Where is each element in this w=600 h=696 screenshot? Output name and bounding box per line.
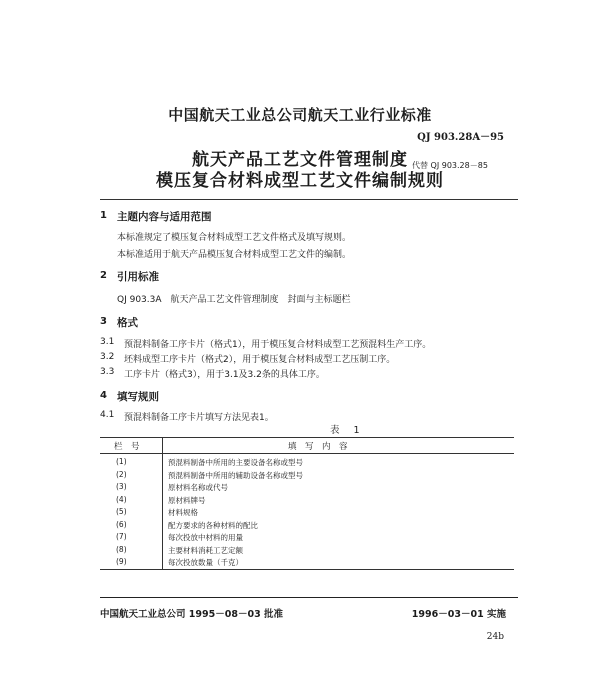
row-code: (2): [116, 469, 127, 479]
standard-series-header: 中国航天工业总公司航天工业行业标准: [168, 106, 432, 124]
row-description: 预混料制备中所用的辅助设备名称或型号: [168, 470, 303, 480]
table-row: [100, 456, 514, 468]
row-code: (4): [116, 494, 127, 504]
section-3-number: 3: [100, 316, 107, 327]
section-1-paragraph-2: 本标准适用于航天产品模压复合材料成型工艺文件的编制。: [117, 250, 352, 260]
row-description: 原材料牌号: [168, 495, 206, 505]
table-header-content: 填 写 内 容: [288, 442, 348, 452]
row-description: 主要材料消耗工艺定额: [168, 545, 243, 555]
row-description: 配方要求的各种材料的配比: [168, 520, 258, 530]
row-description: 材料规格: [168, 508, 198, 517]
page-number: 24b: [486, 632, 504, 642]
standard-number: QJ 903.28A－95: [417, 132, 504, 143]
table-row: [100, 481, 514, 493]
table-row: [100, 469, 514, 481]
header-divider: [100, 199, 518, 200]
table-row: [100, 531, 514, 543]
approval-statement: 中国航天工业总公司 1995－08－03 批准: [100, 609, 283, 620]
section-4-number: 4: [100, 390, 107, 401]
row-description: 每次投放数量（千克）: [168, 558, 243, 567]
implementation-date: 1996－03－01 实施: [411, 609, 506, 620]
table-row: [100, 519, 514, 531]
row-description: 每次投放中材料的用量: [168, 533, 243, 542]
clause-3-1-text: 预混料制备工序卡片（格式1），用于模压复合材料成型工艺预混料生产工序。: [124, 340, 432, 350]
row-code: (5): [116, 507, 127, 516]
table-caption-number: 1: [353, 425, 360, 436]
section-2-title: 引用标准: [117, 271, 159, 283]
section-2-reference: QJ 903.3A 航天产品工艺文件管理制度 封面与主标题栏: [117, 295, 351, 305]
section-3-title: 格式: [117, 317, 138, 329]
row-code: (1): [116, 457, 127, 466]
row-description: 预混料制备中所用的主要设备名称或型号: [168, 458, 303, 467]
section-1-number: 1: [100, 210, 107, 221]
table-1-caption: [330, 422, 360, 436]
table-row: [100, 556, 514, 568]
clause-3-1-number: 3.1: [100, 337, 115, 347]
table-header-column-number: 栏 号: [114, 442, 140, 452]
clause-4-1-number: 4.1: [100, 410, 115, 420]
row-code: (7): [116, 532, 127, 541]
row-code: (8): [116, 544, 127, 554]
row-code: (6): [116, 519, 127, 529]
footer-divider: [100, 597, 518, 598]
section-1-paragraph-1: 本标准规定了模压复合材料成型工艺文件格式及填写规则。: [117, 233, 352, 243]
table-row: [100, 506, 514, 518]
section-1-title: 主题内容与适用范围: [117, 211, 212, 223]
table-row: [100, 544, 514, 556]
clause-3-3-text: 工序卡片（格式3），用于3.1及3.2条的具体工序。: [124, 370, 325, 380]
replaces-standard-note: 代替 QJ 903.28－85: [412, 161, 488, 170]
row-code: (9): [116, 557, 127, 566]
row-code: (3): [116, 482, 127, 491]
clause-3-3-number: 3.3: [100, 367, 115, 377]
document-title-line-2: 模压复合材料成型工艺文件编制规则: [156, 171, 444, 191]
table-row: [100, 494, 514, 506]
fill-rules-table: [100, 437, 514, 570]
table-caption-label: 表: [330, 425, 340, 436]
clause-3-2-text: 坯料成型工序卡片（格式2），用于模压复合材料成型工艺压制工序。: [124, 355, 396, 365]
row-description: 原材料名称或代号: [168, 483, 228, 492]
document-title-line-1: 航天产品工艺文件管理制度: [192, 150, 408, 170]
section-2-number: 2: [100, 270, 107, 281]
section-4-title: 填写规则: [117, 391, 159, 403]
clause-3-2-number: 3.2: [100, 352, 115, 362]
clause-4-1-text: 预混料制备工序卡片填写方法见表1。: [124, 413, 274, 423]
